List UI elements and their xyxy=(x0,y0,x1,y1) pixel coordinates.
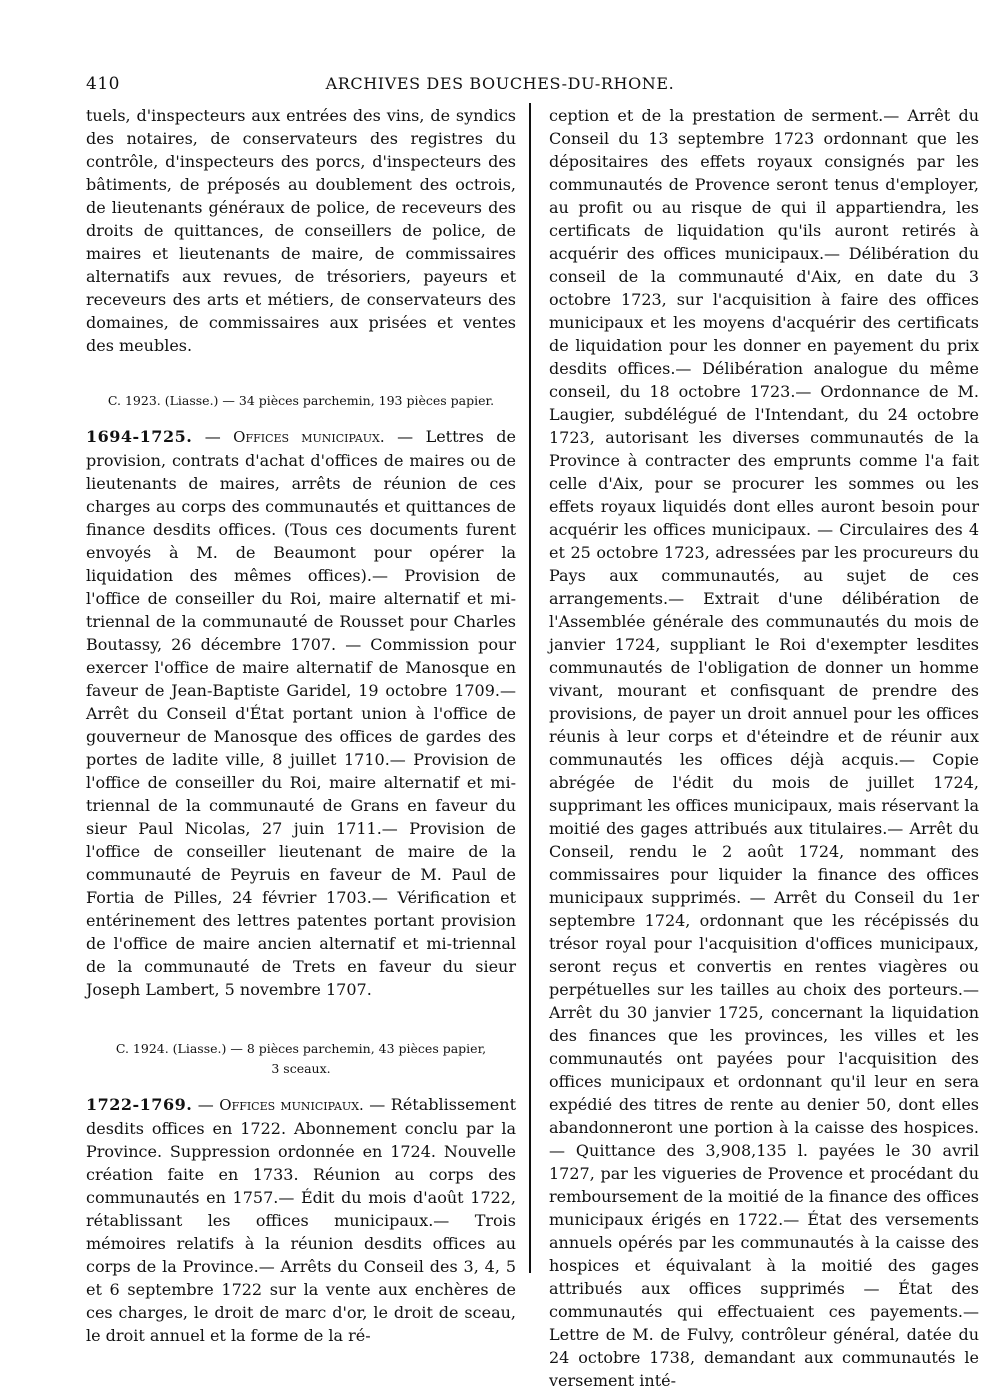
archive-reference-c1923: C. 1923. (Liasse.) — 34 pièces parchemin, 193 pièces papier. xyxy=(107,393,495,408)
page-number: 410 xyxy=(86,74,120,94)
entry-dates: 1694-1725. xyxy=(86,427,193,446)
entry-subject: Offices municipaux. xyxy=(233,428,385,446)
right-column xyxy=(549,104,979,1392)
running-head: ARCHIVES DES BOUCHES-DU-RHONE. xyxy=(325,74,675,93)
reference-line: C. 1924. (Liasse.) — 8 pièces parchemin, 43 pièces papier, xyxy=(115,1041,487,1056)
entry-c1923 xyxy=(86,425,516,1001)
entry-dash: — xyxy=(192,1095,220,1114)
archive-reference-c1924 xyxy=(86,1039,516,1079)
entry-text: — Lettres de provision, contrats d'achat d'offices de maires ou de lieutenants de maires, arrêts de réunion de ces charges au corps des communautés et quittances de finance desdits offices. (Tous ces documents furent envoyés à M. de Beaumont pour opérer la liquidation des mêmes offices).— Provision de l'office de conseiller du Roi, maire alternatif et mi-triennal de la communauté de Rousset pour Charles Boutassy, 26 décembre 1707. — Commission pour exercer l'office de maire alternatif de Manosque en faveur de Jean-Baptiste Garidel, 19 octobre 1709.— Arrêt du Conseil d'État portant union à l'office de gouverneur de Manosque des offices de gardes des portes de ladite ville, 8 juillet 1710.— Provision de l'office de conseiller du Roi, maire alternatif et mi-triennal de la communauté de Grans en faveur du sieur Paul Nicolas, 27 juin 1711.— Provision de l'office de conseiller lieutenant de maire de la communauté de Peyruis en faveur de M. Paul de Fortia de Pilles, 24 février 1703.— Vérification et entérinement des lettres patentes portant provision de l'office de maire ancien alternatif et mi-triennal de la communauté de Trets en faveur du sieur Joseph Lambert, 5 novembre 1707. xyxy=(86,427,516,999)
column-rule xyxy=(529,103,531,1273)
entry-dates: 1722-1769. xyxy=(86,1095,193,1114)
intro-paragraph: tuels, d'inspecteurs aux entrées des vins, de syndics des notaires, de conservateurs des registres du contrôle, d'inspecteurs des porcs, d'inspecteurs des bâtiments, de préposés au doublement des octrois, de lieutenants généraux de police, de receveurs des droits de quittances, de conseillers de police, de maires et lieutenants de maire, de commissaires alternatifs aux revues, de trésoriers, payeurs et receveurs des arts et métiers, de conservateurs des domaines, de commissaires aux prisées et ventes des meubles. xyxy=(86,106,516,355)
continued-entry-text: ception et de la prestation de serment.— Arrêt du Conseil du 13 septembre 1723 ordonnant que les dépositaires des effets royaux consignés par les communautés de Provence seront tenus d'employer, au profit ou au risque de qui il appartiendra, les certificats de liquidation qu'ils auront retirés à acquérir des offices municipaux.— Délibération du conseil de la communauté d'Aix, en date du 3 octobre 1723, sur l'acquisition à faire des offices municipaux et les moyens d'acquérir des certificats de liquidation pour les donner en payement du prix desdits offices.— Délibération analogue du même conseil, du 18 octobre 1723.— Ordonnance de M. Laugier, subdélégué de l'Intendant, du 24 octobre 1723, autorisant les diverses communautés de la Province à contracter des emprunts comme l'a fait celle d'Aix, pour se procurer les sommes ou les effets royaux liquidés dont elles auront besoin pour acquérir les offices municipaux. — Circulaires des 4 et 25 octobre 1723, adressées par les procureurs du Pays aux communautés, au sujet de ces arrangements.— Extrait d'une délibération de l'Assemblée générale des communautés du mois de janvier 1724, suppliant le Roi d'exempter lesdites communautés de l'obligation de donner un homme vivant, mourant et confisquant de prendre des provisions, de payer un droit annuel pour les offices réunis à leur corps et d'éteindre et de réunir aux communautés les offices déjà acquis.— Copie abrégée de l'édit du mois de juillet 1724, supprimant les offices municipaux, mais réservant la moitié des gages attribués aux titulaires.— Arrêt du Conseil, rendu le 2 août 1724, nommant des commissaires pour liquider la finance des offices municipaux supprimés. — Arrêt du Conseil du 1er septembre 1724, ordonnant que les récépissés du trésor royal pour l'acquisition d'offices municipaux, seront reçus et convertis en rentes viagères ou perpétuelles sur les tailles au choix des porteurs.— Arrêt du 30 janvier 1725, concernant la liquidation des finances que les provinces, les villes et les communautés ont payées pour l'acquisition des offices municipaux et ordonnant qu'il leur en sera expédié des titres de rente au denier 50, dont elles abandonneront une portion à la caisse des hospices. — Quittance des 3,908,135 l. payées le 30 avril 1727, par les vigueries de Provence et procédant du remboursement de la moitié de la finance des offices municipaux érigés en 1722.— État des versements annuels opérés par les communautés à la caisse des hospices et équivalant à la moitié des gages attribués aux offices supprimés — État des communautés qui effectuaient ces payements.— Lettre de M. de Fulvy, contrôleur général, datée du 24 octobre 1738, demandant aux communautés le versement inté- xyxy=(549,106,979,1390)
reference-line: 3 sceaux. xyxy=(271,1061,331,1076)
entry-dash: — xyxy=(192,427,234,446)
entry-text: — Rétablissement desdits offices en 1722. Abonnement conclu par la Province. Suppression ordonnée en 1724. Nouvelle création faite en 1733. Réunion au corps des communautés en 1757.— Édit du mois d'août 1722, rétablissant les offices municipaux.— Trois mémoires relatifs à la réunion desdits offices au corps de la Province.— Arrêts du Conseil des 3, 4, 5 et 6 septembre 1722 sur la vente aux enchères de ces charges, le droit de marc d'or, le droit de sceau, le droit annuel et la forme de la ré- xyxy=(86,1095,516,1345)
entry-subject: Offices municipaux. xyxy=(219,1096,364,1114)
entry-c1924 xyxy=(86,1093,516,1347)
left-column xyxy=(86,104,516,1347)
